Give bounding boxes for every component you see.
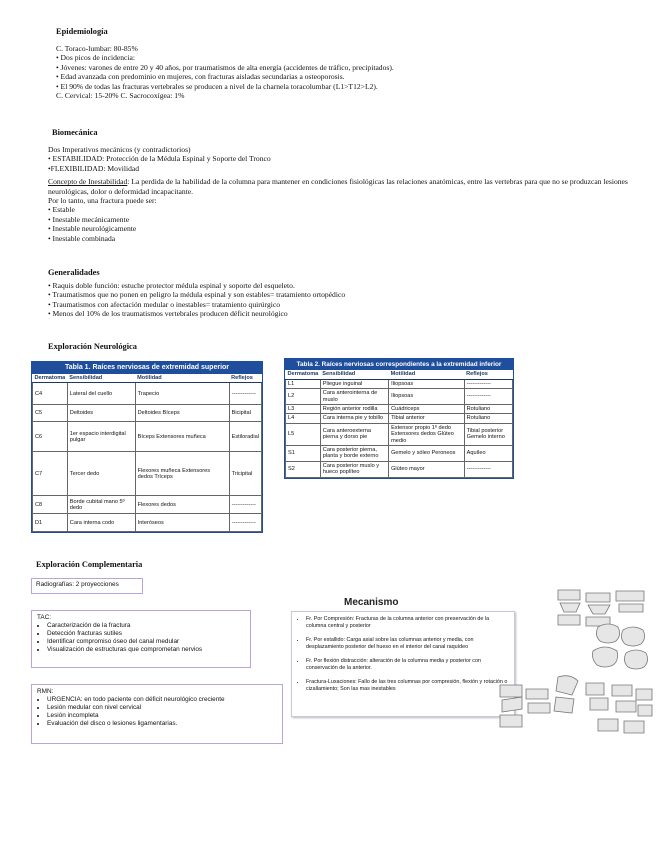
table-cell: Cuádriceps [389,405,465,414]
table-cell: 1er espacio interdigital pulgar [67,422,135,452]
table-cell: Tercer dedo [67,452,135,496]
table-row [286,414,513,423]
compression-fracture-image [558,590,644,626]
mecanismo-title: Mecanismo [344,597,399,608]
radiografias-box [31,578,143,594]
table-cell: Región anterior rodilla [320,405,388,414]
table-cell: Tibial anterior [389,414,465,423]
rmn-title: RMN: [37,688,54,695]
list-item: • Fr. Por flexión distracción: alteración de la columna media y posterior con conservación de la anterior. [306,658,509,672]
table-cell: Flexores muñeca Extensores dedos Tríceps [135,452,229,496]
table-row [33,405,262,422]
flexion-distraction-image [500,676,578,727]
bio-line: •FLEXIBILIDAD: Movilidad [48,163,140,173]
biomecanica-text [48,145,648,243]
table-cell: ------------- [229,383,261,405]
table-row [33,383,262,405]
col-header: Reflejos [464,370,512,379]
list-item: • Evaluación del disco o lesiones ligamentarias. [47,720,277,728]
table-cell: C4 [33,383,68,405]
table-row [286,405,513,414]
table-cell: L5 [286,423,321,445]
biomecanica-title: Biomecánica [52,128,98,137]
tac-title: TAC: [37,614,52,621]
gen-line: • Traumatismos que no ponen en peligro la médula espinal y son estables= tratamiento ortopédico [48,290,346,300]
rmn-list [37,696,277,728]
table-cell: L2 [286,389,321,405]
table-cell: Deltoides [67,405,135,422]
table-cell: C7 [33,452,68,496]
table-cell: Iliopsoas [389,379,465,388]
concepto-text: : La perdida de la habilidad de la columna para mantener en condiciones fisiológicas las relaciones anatómicas, entre las vertebras para que no se produzcan lesiones neurológicas, dolor o deformidad incapacitante. [48,177,628,196]
tac-box [31,610,251,668]
table-cell: Tricipital [229,452,261,496]
gen-line: • Raquis doble función: estuche protector médula espinal y soporte del esqueleto. [48,281,295,290]
table-row [286,423,513,445]
concepto-inestabilidad [48,177,648,196]
table-cell: Lateral del cuello [67,383,135,405]
table-cell: Cara anteroexterna pierna y dorso pie [320,423,388,445]
table-cell: Gemelo y sóleo Peroneos [389,446,465,462]
bio-line: • ESTABILIDAD: Protección de la Médula Espinal y Soporte del Tronco [48,154,271,164]
table-row [33,452,262,496]
table-cell: C5 [33,405,68,422]
table-cell: L3 [286,405,321,414]
epidemiologia-title: Epidemiología [56,27,108,36]
burst-fracture-image [593,624,648,669]
list-item: • URGENCIA: en todo paciente con déficit neurológico creciente [47,696,277,704]
tabla-extremidad-inferior [284,358,514,479]
epi-line: • Jóvenes: varones de entre 20 y 40 años, por traumatismos de alta energía (accidentes de tráfico, precipitados). [56,62,394,72]
table-cell: Aquíleo [464,446,512,462]
col-header: Dermatoma [34,375,66,381]
table-cell: Bíceps Extensores muñeca [135,422,229,452]
table-cell: Cara interna codo [67,514,135,532]
table-row [286,446,513,462]
concepto-label: Concepto de Inestabilidad [48,177,128,187]
table-cell: Glúteo mayor [389,461,465,477]
rmn-box [31,684,283,744]
table-cell: L4 [286,414,321,423]
table-cell: Rotuliano [464,414,512,423]
table-cell: L1 [286,379,321,388]
table-row [286,389,513,405]
vertebra-fracture-illustrations [498,585,656,750]
bio-line: • Estable [48,205,75,215]
table-cell: Bicipital [229,405,261,422]
table-cell: C6 [33,422,68,452]
table-cell: Pliegue inguinal [320,379,388,388]
table-cell: Iliopsoas [389,389,465,405]
list-item: • Identificar compromiso óseo del canal medular [47,638,245,646]
gen-line: • Menos del 10% de los traumatismos vertebrales producen déficit neurológico [48,309,288,319]
table-cell: S2 [286,461,321,477]
table-cell: Trapecio [135,383,229,405]
table-cell: Cara interna pie y tobillo [320,414,388,423]
col-header: Sensibilidad [320,370,388,379]
tabla1-caption: Tabla 1. Raíces nerviosas de extremidad superior [32,362,262,374]
table-cell: ------------- [464,461,512,477]
bio-line: Por lo tanto, una fractura puede ser: [48,196,157,206]
mecanismo-list [297,616,509,693]
table-row [33,514,262,532]
bio-line: • Inestable mecánicamente [48,214,130,224]
list-item: • Lesión medular con nivel cervical [47,704,277,712]
tac-list [37,622,245,654]
list-item: • Caracterización de la fractura [47,622,245,630]
generalidades-text [48,281,345,319]
table-cell: Cara anterointerna de muslo [320,389,388,405]
table-cell: ------------- [229,496,261,514]
table-row [33,422,262,452]
table-cell: Borde cubital mano 5º dedo [67,496,135,514]
col-header: Motilidad [389,370,465,379]
table-cell: Flexores dedos [135,496,229,514]
col-header: Dermatoma [287,371,319,378]
epi-line: C. Toraco-lumbar: 80-85% [56,44,138,53]
bio-line: • Inestable combinada [48,233,116,243]
col-header: Motilidad [135,374,229,383]
table-cell: Extensor propio 1º dedo Extensores dedos Glúteo medio [389,423,465,445]
epidemiologia-text [56,44,394,100]
table-row [286,379,513,388]
epi-line: • Edad avanzada con predominio en mujeres, con fracturas aisladas secundarias a osteoporosis. [56,72,345,82]
list-item: • Detección fracturas sutiles [47,630,245,638]
table-cell: S1 [286,446,321,462]
table-cell: Interóseos [135,514,229,532]
table-cell: Estiloradial [229,422,261,452]
table-cell: Tibial posterior Gemelo interno [464,423,512,445]
col-header: Sensibilidad [67,374,135,383]
table-row [33,496,262,514]
exploracion-neurologica-title: Exploración Neurológica [48,342,137,351]
table-cell: C8 [33,496,68,514]
tabla1 [32,374,262,532]
tabla-extremidad-superior [31,361,263,533]
fracture-dislocation-image [586,683,652,733]
epi-line: • Dos picos de incidencia: [56,53,135,63]
mecanismo-box [291,611,515,717]
list-item: • Fr. Por estallido: Carga axial sobre las columnas anterior y media, con desplazamiento posterior del hueso en el interior del canal raquídeo [306,637,509,651]
tabla2-caption: Tabla 2. Raíces nerviosas correspondientes a la extremidad inferior [285,359,513,370]
table-cell: ------------- [229,514,261,532]
epi-line: • El 90% de todas las fracturas vertebrales se producen a nivel de la charnela toracolumbar (L1>T12>L2). [56,81,378,91]
list-item: • Visualización de estructuras que comprometan nervios [47,646,245,654]
table-cell: Cara posterior pierna, planta y borde externo [320,446,388,462]
tabla2 [285,370,513,477]
col-header: Reflejos [229,374,261,383]
exploracion-complementaria-title: Exploración Complementaria [36,560,143,569]
gen-line: • Traumatismos con afectación medular o inestables= tratamiento quirúrgico [48,299,281,309]
epi-line: C. Cervical: 15-20% C. Sacrocoxígea: 1% [56,91,185,101]
bio-line: • Inestable neurológicamente [48,224,137,234]
table-cell: ------------- [464,389,512,405]
radiografias-text: Radiografías: 2 proyecciones [36,581,119,588]
list-item: • Lesión incompleta [47,712,277,720]
table-cell: Cara posterior muslo y hueco poplíteo [320,461,388,477]
table-row [286,461,513,477]
table-cell: Rotuliano [464,405,512,414]
bio-line: Dos Imperativos mecánicos (y contradictorios) [48,145,191,154]
list-item: • Fr. Por Compresión: Fracturas de la columna anterior con preservación de la columna central y posterior [306,616,509,630]
generalidades-title: Generalidades [48,268,100,277]
table-cell: ------------- [464,379,512,388]
table-cell: Deltoides Bíceps [135,405,229,422]
table-cell: D1 [33,514,68,532]
list-item: • Fractura-Luxaciones: Fallo de las tres columnas por compresión, flexión y rotación o cizallamiento; Son las mas inestables [306,679,509,693]
